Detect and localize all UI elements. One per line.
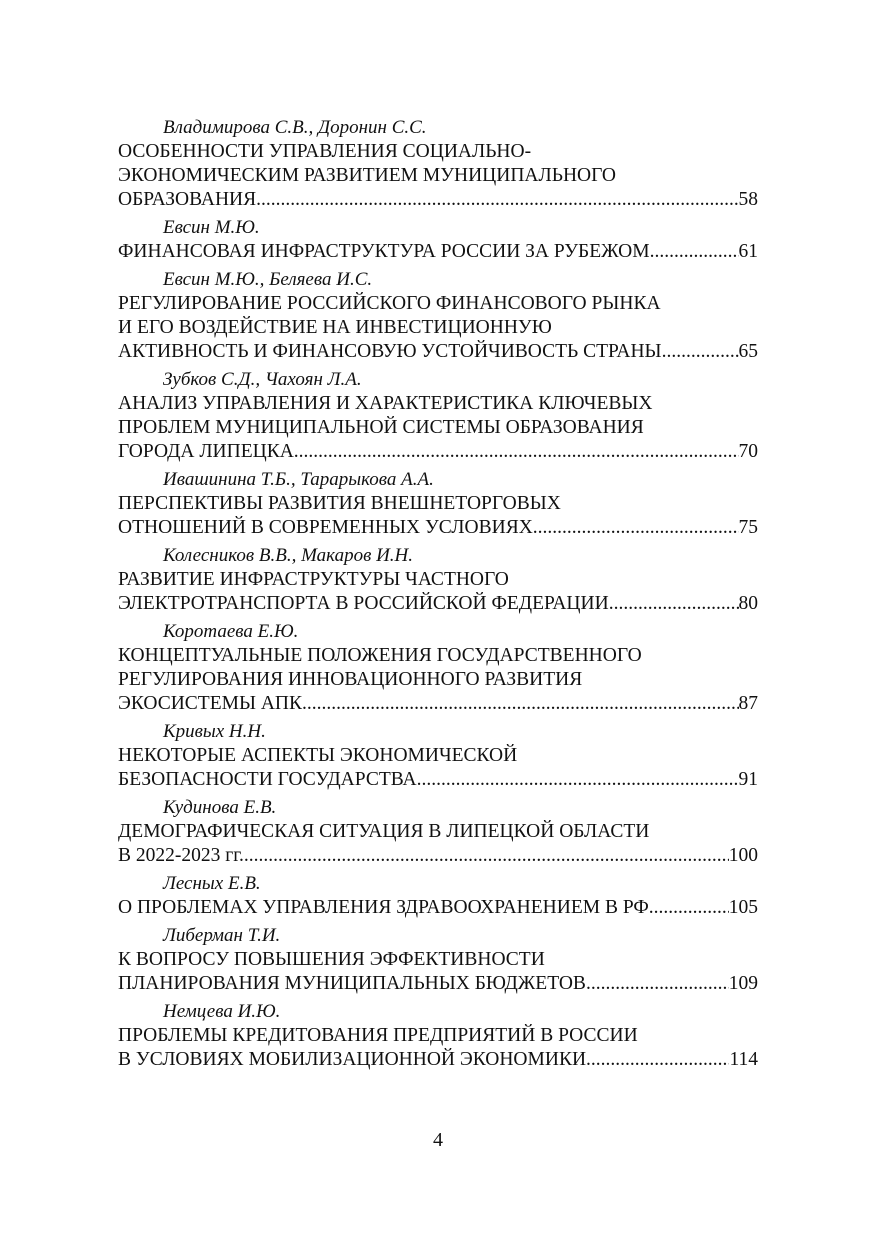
dot-leader [294,440,739,464]
toc-entry-author: Немцева И.Ю. [163,1001,281,1022]
toc-entry-last-line [118,1048,758,1072]
dot-leader [533,516,739,540]
toc-entry-title-end: ЭЛЕКТРОТРАНСПОРТА В РОССИЙСКОЙ ФЕДЕРАЦИИ [118,593,609,614]
toc-entry-title-line: КОНЦЕПТУАЛЬНЫЕ ПОЛОЖЕНИЯ ГОСУДАРСТВЕННОГО [118,645,642,666]
toc-entry[interactable] [118,999,758,1072]
toc-entry-title-line: ПРОБЛЕМ МУНИЦИПАЛЬНОЙ СИСТЕМЫ ОБРАЗОВАНИЯ [118,417,644,438]
toc-entry-title-line: И ЕГО ВОЗДЕЙСТВИЕ НА ИНВЕСТИЦИОННУЮ [118,317,552,338]
toc-entry-title-end: ЭКОСИСТЕМЫ АПК [118,693,303,714]
toc-entry-author: Колесников В.В., Макаров И.Н. [163,545,414,566]
toc-entry-title-end: В 2022-2023 гг. [118,845,244,866]
dot-leader [586,972,729,996]
toc-entry-last-line [118,896,758,920]
toc-entry-title-line: НЕКОТОРЫЕ АСПЕКТЫ ЭКОНОМИЧЕСКОЙ [118,745,518,766]
toc-entry-page: 61 [738,241,758,262]
toc-entry-author: Ивашинина Т.Б., Тарарыкова А.А. [163,469,434,490]
table-of-contents [118,115,758,1075]
toc-entry-title-line: АНАЛИЗ УПРАВЛЕНИЯ И ХАРАКТЕРИСТИКА КЛЮЧЕВЫХ [118,393,653,414]
toc-entry-last-line [118,240,758,264]
toc-entry-title-end: ФИНАНСОВАЯ ИНФРАСТРУКТУРА РОССИИ ЗА РУБЕЖОМ [118,241,650,262]
toc-entry-page: 105 [728,897,758,918]
toc-entry-author: Владимирова С.В., Доронин С.С. [163,117,427,138]
toc-entry-last-line [118,516,758,540]
dot-leader [256,188,738,212]
toc-entry-title-end: ГОРОДА ЛИПЕЦКА [118,441,294,462]
toc-entry-page: 109 [728,973,758,994]
toc-entry-title-line: К ВОПРОСУ ПОВЫШЕНИЯ ЭФФЕКТИВНОСТИ [118,949,545,970]
toc-entry-page: 100 [728,845,758,866]
toc-entry-last-line [118,592,758,616]
dot-leader [586,1048,729,1072]
toc-entry-title-end: В УСЛОВИЯХ МОБИЛИЗАЦИОННОЙ ЭКОНОМИКИ [118,1049,587,1070]
dot-leader [650,240,739,264]
dot-leader [662,340,739,364]
page-number: 4 [433,1129,443,1151]
toc-entry-title-end: ОБРАЗОВАНИЯ [118,189,257,210]
toc-entry-author: Кудинова Е.В. [163,797,277,818]
toc-entry-last-line [118,692,758,716]
toc-entry-last-line [118,440,758,464]
toc-entry-title-line: ЭКОНОМИЧЕСКИМ РАЗВИТИЕМ МУНИЦИПАЛЬНОГО [118,165,616,186]
toc-entry-last-line [118,188,758,212]
toc-entry-last-line [118,844,758,868]
toc-entry-page: 80 [738,593,758,614]
toc-entry[interactable] [118,115,758,212]
toc-entry-title-end: БЕЗОПАСНОСТИ ГОСУДАРСТВА [118,769,417,790]
toc-entry-last-line [118,340,758,364]
toc-entry-title-end: О ПРОБЛЕМАХ УПРАВЛЕНИЯ ЗДРАВООХРАНЕНИЕМ В РФ [118,897,649,918]
toc-entry-page: 58 [738,189,758,210]
toc-entry-author: Евсин М.Ю. [163,217,260,238]
toc-entry[interactable] [118,719,758,792]
toc-entry[interactable] [118,923,758,996]
toc-entry-page: 65 [738,341,758,362]
toc-entry-page: 75 [738,517,758,538]
toc-entry-title-line: РЕГУЛИРОВАНИЕ РОССИЙСКОГО ФИНАНСОВОГО РЫНКА [118,293,661,314]
toc-entry-page: 91 [738,769,758,790]
toc-entry[interactable] [118,619,758,716]
toc-entry[interactable] [118,795,758,868]
dot-leader [649,896,729,920]
dot-leader [417,768,739,792]
toc-entry[interactable] [118,467,758,540]
toc-entry-title-line: РАЗВИТИЕ ИНФРАСТРУКТУРЫ ЧАСТНОГО [118,569,509,590]
dot-leader [302,692,738,716]
toc-entry[interactable] [118,871,758,920]
toc-entry-title-line: ПРОБЛЕМЫ КРЕДИТОВАНИЯ ПРЕДПРИЯТИЙ В РОССИИ [118,1025,638,1046]
toc-entry-author: Лесных Е.В. [163,873,261,894]
toc-entry-author: Коротаева Е.Ю. [163,621,299,642]
toc-entry-page: 87 [738,693,758,714]
toc-entry-title-end: ОТНОШЕНИЙ В СОВРЕМЕННЫХ УСЛОВИЯХ [118,517,533,538]
toc-entry-author: Кривых Н.Н. [163,721,266,742]
dot-leader [244,844,729,868]
toc-entry[interactable] [118,267,758,364]
toc-entry-author: Евсин М.Ю., Беляева И.С. [163,269,373,290]
toc-entry-author: Зубков С.Д., Чахоян Л.А. [163,369,362,390]
toc-entry[interactable] [118,543,758,616]
toc-entry-page: 70 [738,441,758,462]
toc-entry-last-line [118,768,758,792]
toc-entry-page: 114 [729,1049,758,1070]
toc-entry-title-line: ДЕМОГРАФИЧЕСКАЯ СИТУАЦИЯ В ЛИПЕЦКОЙ ОБЛАСТИ [118,821,650,842]
toc-entry[interactable] [118,367,758,464]
toc-entry[interactable] [118,215,758,264]
toc-entry-author: Либерман Т.И. [163,925,281,946]
toc-entry-title-end: АКТИВНОСТЬ И ФИНАНСОВУЮ УСТОЙЧИВОСТЬ СТРАНЫ [118,341,662,362]
toc-entry-title-line: ПЕРСПЕКТИВЫ РАЗВИТИЯ ВНЕШНЕТОРГОВЫХ [118,493,561,514]
toc-entry-title-end: ПЛАНИРОВАНИЯ МУНИЦИПАЛЬНЫХ БЮДЖЕТОВ [118,973,586,994]
dot-leader [609,592,739,616]
toc-entry-title-line: ОСОБЕННОСТИ УПРАВЛЕНИЯ СОЦИАЛЬНО- [118,141,532,162]
toc-entry-title-line: РЕГУЛИРОВАНИЯ ИННОВАЦИОННОГО РАЗВИТИЯ [118,669,583,690]
toc-entry-last-line [118,972,758,996]
